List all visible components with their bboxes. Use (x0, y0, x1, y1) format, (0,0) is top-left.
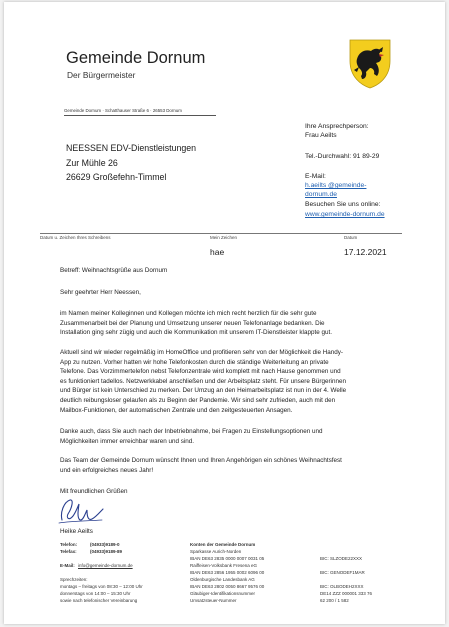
bank-3-bic: BIC: OLBODEH2XXX (320, 584, 364, 589)
bank-3-iban: IBAN DE63 2802 0050 8667 9576 00 (190, 584, 265, 589)
footer-phone-value: (04933)9189-0 (90, 542, 120, 547)
recipient-city: 26629 Großefehn-Timmel (66, 172, 167, 182)
sender-line: Gemeinde Dornum · Schatthauser Straße 6 · 26553 Dornum (64, 108, 182, 113)
letter-page (4, 2, 445, 624)
contact-email-link-cont[interactable]: dornum.de (305, 191, 337, 198)
footer-hours-appointment: sowie nach telefonischer Vereinbarung (60, 598, 138, 603)
contact-email-label: E-Mail: (305, 173, 326, 180)
bank-2-iban: IBAN DE63 2856 1955 0002 6096 00 (190, 570, 265, 575)
municipality-title: Gemeinde Dornum (66, 49, 206, 67)
footer-email-label: E-Mail: (60, 563, 75, 568)
paragraph-3 (60, 427, 323, 446)
bank-2-name: Raiffeisen-Volksbank Fresena eG (190, 563, 257, 568)
contact-person-name: Frau Aeilts (305, 132, 337, 139)
bank-1-name: Sparkasse Aurich-Norden (190, 549, 242, 554)
mayor-subtitle: Der Bürgermeister (67, 70, 136, 80)
contact-email-link[interactable]: h.aeilts @gemeinde- (305, 182, 367, 189)
paragraph-line: Aktuell sind wir wieder regelmäßig im HomeOffice und profitieren sehr von der Möglichkeit die Handy- (60, 349, 344, 356)
paragraph-line: App zu nutzen. Vorher hatten wir hohe Telefonkosten durch die ständige Weiterleitung an private (60, 358, 329, 366)
paragraph-line: Das Team der Gemeinde Dornum wünscht Ihnen und Ihren Angehörigen ein schönes Weihnachtsfest (60, 457, 342, 464)
paragraph-line: Installation ging sehr zügig und auch die Kommunikation mit unserem IT-Dienstleister klappte gut. (60, 329, 332, 337)
paragraph-line: Möglichkeiten immer erreichbar waren und sind. (60, 437, 195, 445)
footer-hours-label: Sprechzeiten: (60, 577, 88, 582)
paragraph-line: Telefone. Das Vorzimmertelefon nebst Telefonzentrale wird komplett mit nach Hause genommen und (60, 368, 341, 376)
footer-fax-label: Telefax: (60, 549, 77, 554)
paragraph-2 (60, 348, 346, 415)
contact-web-label: Besuchen Sie uns online: (305, 201, 381, 208)
paragraph-line: Zusammenarbeit bei der Planung und Umsetzung unserer neuen Telefonanlage bedanken. Die (60, 319, 325, 327)
paragraph-1 (60, 309, 332, 338)
paragraph-line: im Namen meiner Kolleginnen und Kollegen möchte ich mich recht herzlich für die sehr gute (60, 310, 317, 317)
reference-divider (40, 233, 402, 234)
signature-image (56, 494, 106, 528)
recipient-company: NEESSEN EDV-Dienstleistungen (66, 143, 197, 153)
contact-phone: Tel.-Durchwahl: 91 89-29 (305, 153, 380, 160)
footer-hours-thursday: donnerstags von 14:00 – 15:30 Uhr (60, 591, 131, 596)
footer-email-link[interactable]: info@gemeinde-dornum.de (78, 563, 133, 568)
salutation: Sehr geehrter Herr Neessen, (60, 289, 141, 296)
contact-person-label: Ihre Ansprechperson: (305, 123, 369, 130)
bank-1-iban: IBAN DE63 2835 0000 0007 0031 05 (190, 556, 265, 561)
closing: Mit freundlichen Grüßen (60, 488, 128, 495)
subject-line: Betreff: Weihnachtsgrüße aus Dornum (60, 267, 168, 274)
vat-number-label: Umsatzsteuer-Nummer (190, 598, 237, 603)
our-reference-value: hae (210, 247, 225, 257)
paragraph-line: Mailbox-Funktionen, der automatischen Zentrale und den zeitgesteuerten Ansagen. (60, 406, 293, 414)
paragraph-line: deutlich reibungsloser gelaufen als zu Beginn der Pandemie. Wir sind sehr zufrieden, auch mit den (60, 396, 336, 404)
footer-hours-weekdays: montags – freitags von 08:30 – 12:00 Uhr (60, 584, 143, 589)
coat-of-arms-icon (349, 39, 391, 89)
date-label: Datum (344, 235, 358, 240)
vat-number-value: 62 200 / 1 582 (320, 598, 349, 603)
paragraph-line: und ein erfolgreiches neues Jahr! (60, 466, 154, 474)
paragraph-line: es funktioniert tadellos. Netzwerkkabel anschließen und der Arbeitsplatz steht. Für unsere Bürgerinnen (60, 377, 346, 385)
our-reference-label: Mein Zeichen (210, 235, 238, 240)
paragraph-line: Danke auch, dass Sie auch nach der Inbetriebnahme, bei Fragen zu Einstellungsoptionen und (60, 428, 323, 435)
signer-name: Heike Aeilts (60, 528, 93, 535)
creditor-id-label: Gläubiger-Identifikationsnummer (190, 591, 256, 596)
bank-1-bic: BIC: SLZODE22XXX (320, 556, 363, 561)
contact-web-link[interactable]: www.gemeinde-dornum.de (305, 211, 385, 218)
creditor-id-value: DE14 ZZZ 000001 333 76 (320, 591, 373, 596)
bank-heading: Konten der Gemeinde Dornum (190, 542, 256, 547)
date-value: 17.12.2021 (344, 247, 387, 257)
footer-fax-value: (04933)9189-89 (90, 549, 123, 554)
paragraph-line: und Bürger ist kein Unterschied zu merken. Der Umzug an den Heimarbeitsplatz ist nun in der 4. Welle (60, 387, 347, 395)
paragraph-4 (60, 456, 342, 475)
bank-3-name: Oldenburgische Landesbank AG (190, 577, 255, 582)
footer-phone-label: Telefon: (60, 542, 78, 547)
sender-divider (64, 115, 216, 116)
recipient-street: Zur Mühle 26 (66, 158, 118, 168)
your-reference-label: Datum u. Zeichen Ihres Schreibens (40, 235, 111, 240)
bank-2-bic: BIC: GENODEF1MAR (320, 570, 365, 575)
